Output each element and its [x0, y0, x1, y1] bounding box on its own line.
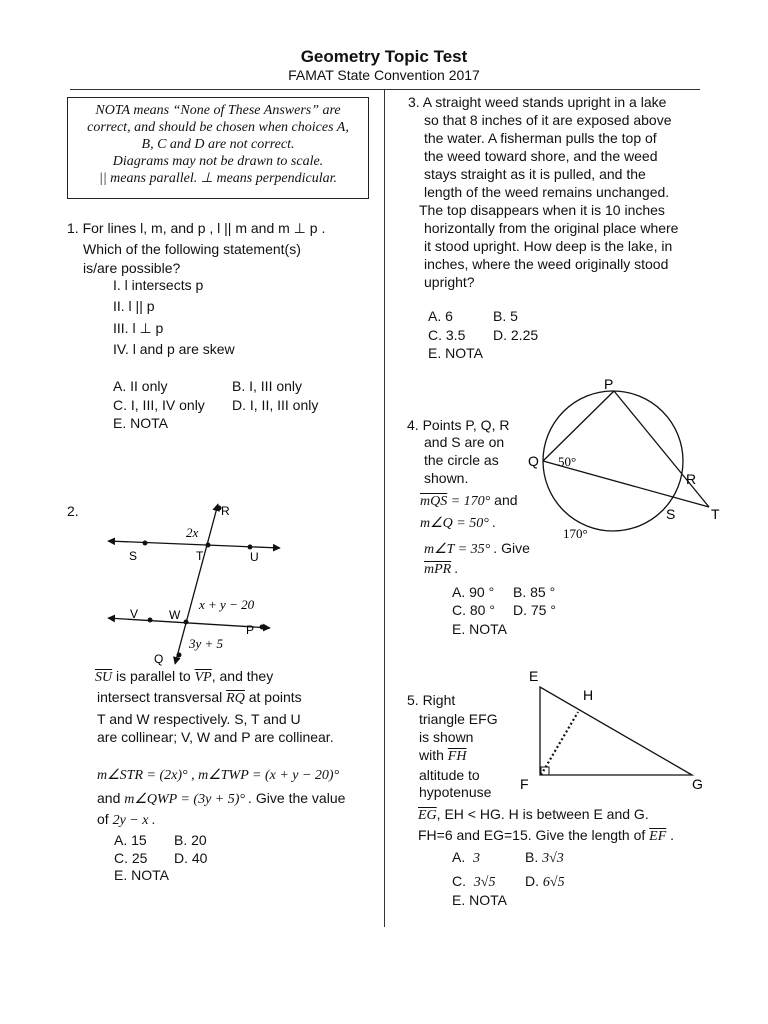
q2-text: and — [97, 790, 121, 806]
q4-text: and — [494, 492, 518, 508]
q5-text: FH=6 and EG=15. Give the length of — [418, 827, 646, 843]
q5-stem-line — [418, 805, 649, 825]
q3-choice-c[interactable]: C. 3.5 — [428, 327, 466, 343]
q1-stem-line: Which of the following statement(s) — [83, 241, 301, 257]
q5-stem-line: 5. Right — [407, 692, 456, 708]
q5-stem-line — [418, 826, 674, 846]
q3-stem-line: inches, where the weed originally stood — [424, 256, 669, 272]
q3-stem-line: so that 8 inches of it are exposed above — [424, 112, 672, 128]
q1-choice-a[interactable]: A. II only — [113, 378, 168, 394]
q3-stem-line: 3. A straight weed stands upright in a lake — [408, 94, 667, 110]
q3-choice-b[interactable]: B. 5 — [493, 308, 518, 324]
q2-number: 2. — [67, 503, 79, 519]
q5-stem-line: altitude to — [419, 767, 480, 783]
q4-given-angle-t: m∠T = 35° . — [424, 542, 498, 557]
point-label-t: T — [196, 549, 204, 563]
q1-statement: II. l || p — [113, 298, 155, 314]
q2-stem-line: T and W respectively. S, T and U — [97, 711, 301, 727]
q1-statement: I. l intersects p — [113, 277, 204, 293]
q4-given-line — [420, 491, 518, 511]
point-label-h: H — [583, 687, 594, 703]
q2-stem-line — [97, 789, 345, 809]
q4-arc-pr: $\overline{mPR}$ . — [424, 562, 459, 577]
q2-transversal-figure — [100, 498, 290, 670]
point-label-f: F — [520, 776, 529, 792]
q2-text: , and they — [211, 668, 274, 684]
q1-stem-line: is/are possible? — [83, 260, 181, 276]
q4-text: Give — [501, 540, 530, 556]
q3-stem-line: the weed toward shore, and the weed — [424, 148, 658, 164]
q5-stem-line: hypotenuse — [419, 784, 492, 800]
angle-label-q: 50° — [558, 454, 577, 469]
q2-angle-equations: m∠STR = (2x)° , m∠TWP = (x + y − 20)° — [97, 768, 340, 783]
q3-stem-line: stays straight as it is pulled, and the — [424, 166, 646, 182]
q2-choice-a[interactable]: A. 15 — [114, 832, 147, 848]
q3-choice-a[interactable]: A. 6 — [428, 308, 453, 324]
q2-stem-line — [95, 667, 273, 687]
point-label-r: R — [686, 471, 697, 487]
point-label-t: T — [711, 506, 720, 522]
q2-text: Give the value — [255, 790, 346, 806]
instructions-line: NOTA means “None of These Answers” are — [95, 103, 341, 118]
q4-choice-a[interactable]: A. 90 ° — [452, 584, 495, 600]
q4-stem-line: 4. Points P, Q, R — [407, 417, 510, 433]
point-label-u: U — [250, 550, 259, 564]
q5-choice-b[interactable]: B. 3√3 — [525, 849, 564, 866]
q1-choice-d[interactable]: D. I, II, III only — [232, 397, 319, 413]
q5-stem-line: is shown — [419, 729, 474, 745]
q5-stem-line — [419, 746, 466, 766]
q1-choice-b[interactable]: B. I, III only — [232, 378, 303, 394]
q3-stem-line: upright? — [424, 274, 475, 290]
q1-statement: III. l ⊥ p — [113, 320, 164, 336]
instructions-line: B, C and D are not correct. — [141, 137, 295, 152]
point-label-g: G — [692, 776, 703, 792]
point-label-p: P — [604, 376, 614, 392]
point-label-p: P — [246, 623, 255, 637]
q4-choice-e[interactable]: E. NOTA — [452, 621, 507, 637]
q4-choice-d[interactable]: D. 75 ° — [513, 602, 556, 618]
q5-choice-d[interactable]: D. 6√5 — [525, 873, 565, 890]
q3-stem-line: The top disappears when it is 10 inches — [419, 202, 665, 218]
angle-label-qwp: 3y + 5 — [189, 636, 224, 651]
point-label-e: E — [529, 668, 539, 684]
q2-choice-e[interactable]: E. NOTA — [114, 867, 169, 883]
q2-stem-line — [97, 688, 302, 708]
q4-arc-qs: $\overline{mQS} = 170^\circ$ — [420, 494, 491, 509]
q5-text: , EH < HG. H is between E and G. — [436, 806, 649, 822]
column-divider — [384, 89, 385, 927]
q5-stem-line: triangle EFG — [419, 711, 498, 727]
q1-choice-e[interactable]: E. NOTA — [113, 415, 168, 431]
q2-angle-qwp: m∠QWP = (3y + 5)° . — [124, 792, 253, 807]
q5-choice-e[interactable]: E. NOTA — [452, 892, 507, 908]
segment-eg: $\overline{EG}$ — [418, 808, 437, 823]
header-rule — [70, 89, 700, 90]
q3-stem-line: the water. A fisherman pulls the top of — [424, 130, 657, 146]
segment-rq: $\overline{RQ}$ — [226, 691, 245, 706]
segment-ef: $\overline{EF}$ — [649, 829, 667, 844]
q2-choice-c[interactable]: C. 25 — [114, 850, 148, 866]
q3-stem-line: it stood upright. How deep is the lake, in — [424, 238, 673, 254]
q5-triangle-figure — [510, 665, 710, 795]
instructions-box — [67, 97, 369, 199]
q4-choice-c[interactable]: C. 80 ° — [452, 602, 495, 618]
point-label-r: R — [221, 504, 230, 518]
q1-stem-line: 1. For lines l, m, and p , l || m and m ⊥ p . — [67, 220, 326, 236]
q2-stem-line: are collinear; V, W and P are collinear. — [97, 729, 334, 745]
q4-circle-figure — [520, 375, 730, 550]
q2-text: intersect transversal — [97, 689, 223, 705]
q4-choice-b[interactable]: B. 85 ° — [513, 584, 556, 600]
angle-label-2x: 2x — [186, 525, 199, 540]
point-label-s: S — [666, 506, 676, 522]
q5-text: with — [419, 747, 444, 763]
segment-fh: $\overline{FH}$ — [447, 749, 467, 764]
q2-stem-line — [97, 810, 155, 830]
instructions-line: || means parallel. ⊥ means perpendicular. — [98, 171, 338, 186]
q3-stem-line: length of the weed remains unchanged. — [424, 184, 670, 200]
q2-choice-b[interactable]: B. 20 — [174, 832, 207, 848]
angle-label-twp: x + y − 20 — [199, 597, 255, 612]
q2-text: at points — [248, 689, 302, 705]
q4-stem-line: shown. — [424, 470, 469, 486]
point-label-q: Q — [154, 652, 164, 666]
q5-choice-c[interactable]: C. 3√5 — [452, 873, 496, 890]
q2-text: is parallel to — [116, 668, 191, 684]
instructions-line: correct, and should be chosen when choices A, — [87, 120, 349, 135]
point-label-q: Q — [528, 453, 539, 469]
q4-given-line — [424, 539, 530, 559]
q3-stem-line: horizontally from the original place where — [424, 220, 679, 236]
q4-given-angle-q: m∠Q = 50° . — [420, 516, 496, 531]
q1-statement: IV. l and p are skew — [113, 341, 235, 357]
q2-choice-d[interactable]: D. 40 — [174, 850, 208, 866]
page-title: Geometry Topic Test — [300, 47, 468, 66]
q4-stem-line: the circle as — [424, 452, 499, 468]
instructions-line: Diagrams may not be drawn to scale. — [112, 154, 324, 169]
segment-vp: $\overline{VP}$ — [194, 670, 212, 685]
q3-choice-d[interactable]: D. 2.25 — [493, 327, 539, 343]
point-label-v: V — [130, 607, 139, 621]
q5-text: . — [670, 827, 675, 843]
point-label-s: S — [129, 549, 138, 563]
q2-expression: 2y − x . — [112, 813, 156, 828]
page-subtitle: FAMAT State Convention 2017 — [288, 67, 480, 83]
q1-choice-c[interactable]: C. I, III, IV only — [113, 397, 205, 413]
point-label-w: W — [169, 608, 181, 622]
arc-label-qs: 170° — [563, 526, 588, 541]
q2-text: of — [97, 811, 109, 827]
q4-stem-line: and S are on — [424, 434, 505, 450]
q3-choice-e[interactable]: E. NOTA — [428, 345, 483, 361]
segment-su: $\overline{SU}$ — [95, 670, 113, 685]
q5-choice-a[interactable]: A. 3 — [452, 849, 481, 866]
